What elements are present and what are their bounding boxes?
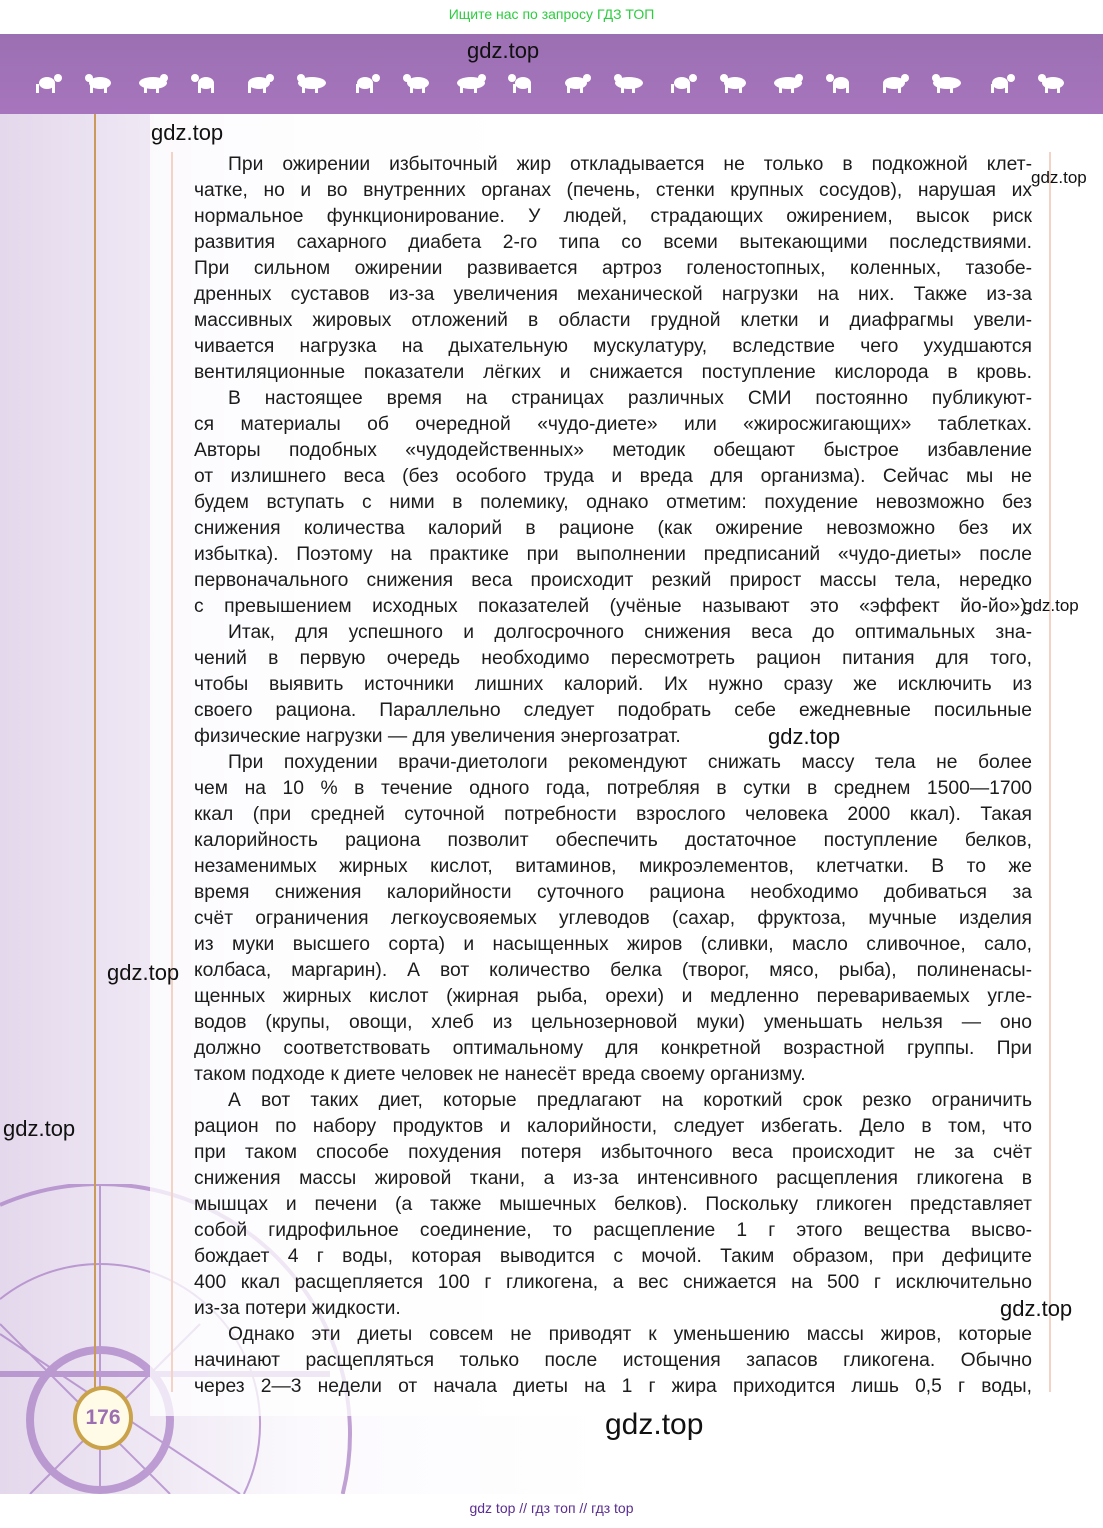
watermark: gdz.top — [768, 724, 841, 749]
horse-icon — [559, 72, 593, 94]
text-line: собой гидрофильное соединение, то расщепление 1 г этого вещества высво- — [194, 1220, 1032, 1241]
bison-icon — [242, 72, 276, 94]
text-line: незаменимых жирных кислот, витаминов, микроэлементов, клетчатки. В то же — [194, 856, 1032, 877]
text-line: избытка). Поэтому на практике при выполнении предписаний «чудо-диеты» после — [194, 544, 1032, 565]
text-line: чтобы выявить источники лишних калорий. Их нужно сразу же исключить из — [194, 674, 1032, 695]
whale-icon — [665, 72, 699, 94]
hare-icon — [983, 72, 1017, 94]
butterfly-icon — [401, 72, 435, 94]
text-line: начинают расщепляться только после истощения запасов гликогена. Обычно — [194, 1350, 1032, 1371]
page-number: 176 — [73, 1386, 133, 1450]
bull-icon — [718, 72, 752, 94]
left-rule — [171, 152, 173, 1392]
hare-icon — [348, 72, 382, 94]
body-text — [194, 152, 1032, 1400]
text-line: мышцах и печени (а также мышечных белков). Поскольку гликоген представляет — [194, 1194, 1032, 1215]
text-line: снижения массы жировой ткани, а из-за интенсивного расщепления гликогена в — [194, 1168, 1032, 1189]
margin-line — [94, 114, 96, 1389]
text-line: физические нагрузки — для увеличения энергозатрат. — [194, 726, 681, 747]
text-line: чивается нагрузка на дыхательную мускулатуру, вследствие чего ухудшаются — [194, 336, 1032, 357]
text-line: из муки высшего сорта) и насыщенных жиров (сливки, масло сливочное, сало, — [194, 934, 1032, 955]
text-line: чений в первую очередь необходимо пересмотреть рацион питания для того, — [194, 648, 1032, 669]
text-line: нормальное функционирование. У людей, страдающих ожирением, высок риск — [194, 206, 1032, 227]
bird-icon — [612, 72, 646, 94]
text-line: снижения количества калорий в рационе (как ожирение невозможно без их — [194, 518, 1032, 539]
watermark: gdz.top — [1031, 168, 1087, 187]
text-line: развития сахарного диабета 2-го типа со всеми вытекающими последствиями. — [194, 232, 1032, 253]
text-line: вентиляционные показатели лёгких и снижается поступление кислорода в кровь. — [194, 362, 1032, 383]
text-line: первоначального снижения веса происходит резкий прирост массы тела, нередко — [194, 570, 1032, 591]
insect-icon — [189, 72, 223, 94]
watermark: gdz.top — [1023, 596, 1079, 615]
text-line: Авторы подобных «чудодейственных» методик обещают быстрое избавление — [194, 440, 1032, 461]
animal-icon-row — [30, 72, 1070, 94]
bull-icon — [83, 72, 117, 94]
text-line: время снижения калорийности суточного рациона необходимо добиваться за — [194, 882, 1032, 903]
text-line: чатке, но и во внутренних органах (печень, стенки крупных сосудов), нарушая их — [194, 180, 1032, 201]
text-line: дренных суставов из-за увеличения механической нагрузки на них. Также из-за — [194, 284, 1032, 305]
text-line: При ожирении избыточный жир откладывается не только в подкожной клет- — [228, 154, 1032, 175]
text-line: чем на 10 % в течение одного года, потребляя в сутки в среднем 1500—1700 — [194, 778, 1032, 799]
text-line: При похудении врачи-диетологи рекомендуют снижать массу тела не более — [228, 752, 1032, 773]
text-line: от излишнего веса (без особого труда и вреда для организма). Сейчас мы не — [194, 466, 1032, 487]
text-line: через 2—3 недели от начала диеты на 1 г жира приходится лишь 0,5 г воды, — [194, 1376, 1032, 1397]
text-line: должно соответствовать оптимальному для конкретной возрастной группы. При — [194, 1038, 1032, 1059]
text-line: счёт ограничения легкоусвояемых углеводов (сахар, фруктоза, мучные изделия — [194, 908, 1032, 929]
text-line: При сильном ожирении развивается артроз голеностопных, коленных, тазобе- — [194, 258, 1032, 279]
watermark: gdz.top — [467, 38, 540, 63]
text-line: Итак, для успешного и долгосрочного снижения веса до оптимальных зна- — [228, 622, 1032, 643]
text-line: будем вступать с ними в полемику, однако отметим: похудение невозможно без — [194, 492, 1032, 513]
header-banner — [0, 34, 1103, 114]
giraffe-icon — [136, 72, 170, 94]
text-line: с превышением исходных показателей (учёные называют это «эффект йо-йо»). — [194, 596, 1032, 617]
text-line: своего рациона. Параллельно следует подобрать себе ежедневные посильные — [194, 700, 1032, 721]
footer-links[interactable]: gdz top // гдз топ // гдз top — [469, 1500, 634, 1516]
text-line: Однако эти диеты совсем не приводят к уменьшению массы жиров, которые — [228, 1324, 1032, 1345]
text-line: А вот таких диет, которые предлагают на короткий срок резко ограничить — [228, 1090, 1032, 1111]
text-line: водов (крупы, овощи, хлеб из цельнозерновой муки) уменьшать нельзя — оно — [194, 1012, 1032, 1033]
kangaroo-icon — [930, 72, 964, 94]
text-line: ся материалы об очередной «чудо-диете» или «жиросжигающих» таблетках. — [194, 414, 1032, 435]
rhino-icon — [454, 72, 488, 94]
right-rule — [1049, 152, 1051, 1392]
butterfly-icon — [1036, 72, 1070, 94]
search-hint: Ищите нас по запросу ГДЗ ТОП — [448, 6, 655, 22]
watermark: gdz.top — [605, 1408, 704, 1441]
watermark: gdz.top — [107, 960, 180, 985]
text-line: В настоящее время на страницах различных СМИ постоянно публикуют- — [228, 388, 1032, 409]
text-line: таком подходе к диете человек не нанесёт вреда своему организму. — [194, 1064, 806, 1085]
bison-icon — [877, 72, 911, 94]
insect-icon — [824, 72, 858, 94]
whale-icon — [30, 72, 64, 94]
text-line: при таком способе похудения потеря избыточного веса происходит не за счёт — [194, 1142, 1032, 1163]
giraffe-icon — [771, 72, 805, 94]
watermark: gdz.top — [1000, 1296, 1073, 1321]
text-line: щенных жирных кислот (жирная рыба, орехи) и медленно перевариваемых угле- — [194, 986, 1032, 1007]
watermark: gdz.top — [3, 1116, 76, 1141]
text-line: из-за потери жидкости. — [194, 1298, 401, 1319]
text-line: рацион по набору продуктов и калорийности, следует избегать. Дело в том, что — [194, 1116, 1032, 1137]
text-line: бождает 4 г воды, которая выводится с мочой. Таким образом, при дефиците — [194, 1246, 1032, 1267]
text-line: ккал (при средней суточной потребности взрослого человека 2000 ккал). Такая — [194, 804, 1032, 825]
text-line: калорийность рациона позволит обеспечить достаточное поступление белков, — [194, 830, 1032, 851]
scorpion-icon — [506, 72, 540, 94]
text-line: колбаса, маргарин). А вот количество белка (творог, мясо, рыба), полиненасы- — [194, 960, 1032, 981]
text-line: массивных жировых отложений в области грудной клетки и диафрагмы увели- — [194, 310, 1032, 331]
text-line: 400 ккал расщепляется 100 г гликогена, а вес снижается на 500 г исключительно — [194, 1272, 1032, 1293]
kangaroo-icon — [295, 72, 329, 94]
watermark: gdz.top — [151, 120, 224, 145]
